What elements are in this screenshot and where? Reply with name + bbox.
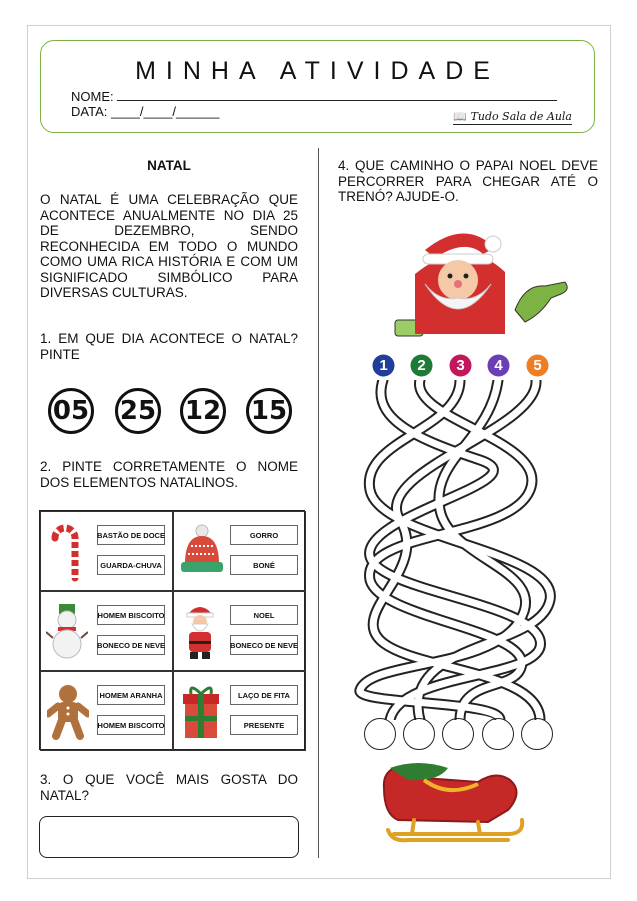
grid-cell-candy-cane [40,511,173,591]
label-bastao-de-doce[interactable]: BASTÃO DE DOCE [97,525,165,545]
label-boneco-de-neve-2[interactable]: BONECO DE NEVE [230,635,298,655]
grid-cell-snowman [40,591,173,671]
label-laco-de-fita[interactable]: LAÇO DE FITA [230,685,298,705]
question-4: 4. QUE CAMINHO O PAPAI NOEL DEVE PERCORRER PARA CHEGAR ATÉ O TRENÓ? AJUDE-O. [338,158,598,204]
question-2: 2. PINTE CORRETAMENTE O NOME DOS ELEMENTOS NATALINOS. [40,459,298,490]
grid-cell-santa [173,591,306,671]
label-gorro[interactable]: GORRO [230,525,298,545]
section-title: NATAL [147,158,191,173]
day-option-15[interactable]: 15 [246,388,292,434]
label-homem-biscoito[interactable]: HOMEM BISCOITO [97,605,165,625]
brand-text: Tudo Sala de Aula [470,110,572,123]
grid-cell-gift [173,671,306,751]
path-number-1-label: 1 [379,357,388,374]
intro-text: O NATAL É UMA CELEBRAÇÃO QUE ACONTECE ANUALMENTE NO DIA 25 DE DEZEMBRO, SENDO RECONHECIDA EM TODO O MUNDO COMO UMA RICA HISTÓRIA E COM UM SIGNIFICADO SIMBÓLICO PARA DIVERSAS CULTURAS. [40,192,298,300]
path-number-4-label: 4 [494,357,503,374]
page-title: MINHA ATIVIDADE [135,57,500,85]
day-option-25[interactable]: 25 [115,388,161,434]
book-icon: 📖 [453,110,468,123]
brand-logo [453,110,572,125]
column-divider [318,148,319,858]
name-field[interactable] [71,88,557,104]
date-label: DATA: [71,104,108,119]
path-start-5[interactable] [526,354,549,377]
label-presente[interactable]: PRESENTE [230,715,298,735]
label-noel[interactable]: NOEL [230,605,298,625]
snowman-icon [46,602,88,660]
path-number-5-label: 5 [533,357,542,374]
path-start-3[interactable] [449,354,472,377]
grid-cell-gingerbread [40,671,173,751]
label-homem-aranha[interactable]: HOMEM ARANHA [97,685,165,705]
winter-hat-icon [179,524,225,576]
date-field[interactable] [71,104,219,119]
label-guarda-chuva[interactable]: GUARDA-CHUVA [97,555,165,575]
grid-cell-hat [173,511,306,591]
path-number-3-label: 3 [456,357,465,374]
sleigh-icon [378,758,528,850]
maze-paths[interactable] [340,380,580,720]
question-1: 1. EM QUE DIA ACONTECE O NATAL? PINTE [40,331,298,362]
name-line [117,88,557,101]
label-boneco-de-neve[interactable]: BONECO DE NEVE [97,635,165,655]
day-option-12[interactable]: 12 [180,388,226,434]
question-3: 3. O QUE VOCÊ MAIS GOSTA DO NATAL? [40,772,298,803]
path-end-2[interactable] [403,718,435,750]
name-label: NOME: [71,89,114,104]
gift-box-icon [179,682,223,742]
path-start-2[interactable] [410,354,433,377]
path-end-1[interactable] [364,718,396,750]
santa-waving-icon [365,224,575,344]
path-end-5[interactable] [521,718,553,750]
header-box [40,40,595,133]
label-bone[interactable]: BONÉ [230,555,298,575]
path-start-1[interactable] [372,354,395,377]
path-end-4[interactable] [482,718,514,750]
answer-box[interactable] [39,816,299,858]
gingerbread-man-icon [47,684,89,740]
day-option-05[interactable]: 05 [48,388,94,434]
date-blanks: ____/____/______ [110,104,220,119]
path-end-3[interactable] [442,718,474,750]
santa-claus-icon [180,600,220,662]
label-homem-biscoito-2[interactable]: HOMEM BISCOITO [97,715,165,735]
elements-grid [39,510,305,750]
path-number-2-label: 2 [417,357,426,374]
candy-cane-icon [47,520,87,582]
path-start-4[interactable] [487,354,510,377]
